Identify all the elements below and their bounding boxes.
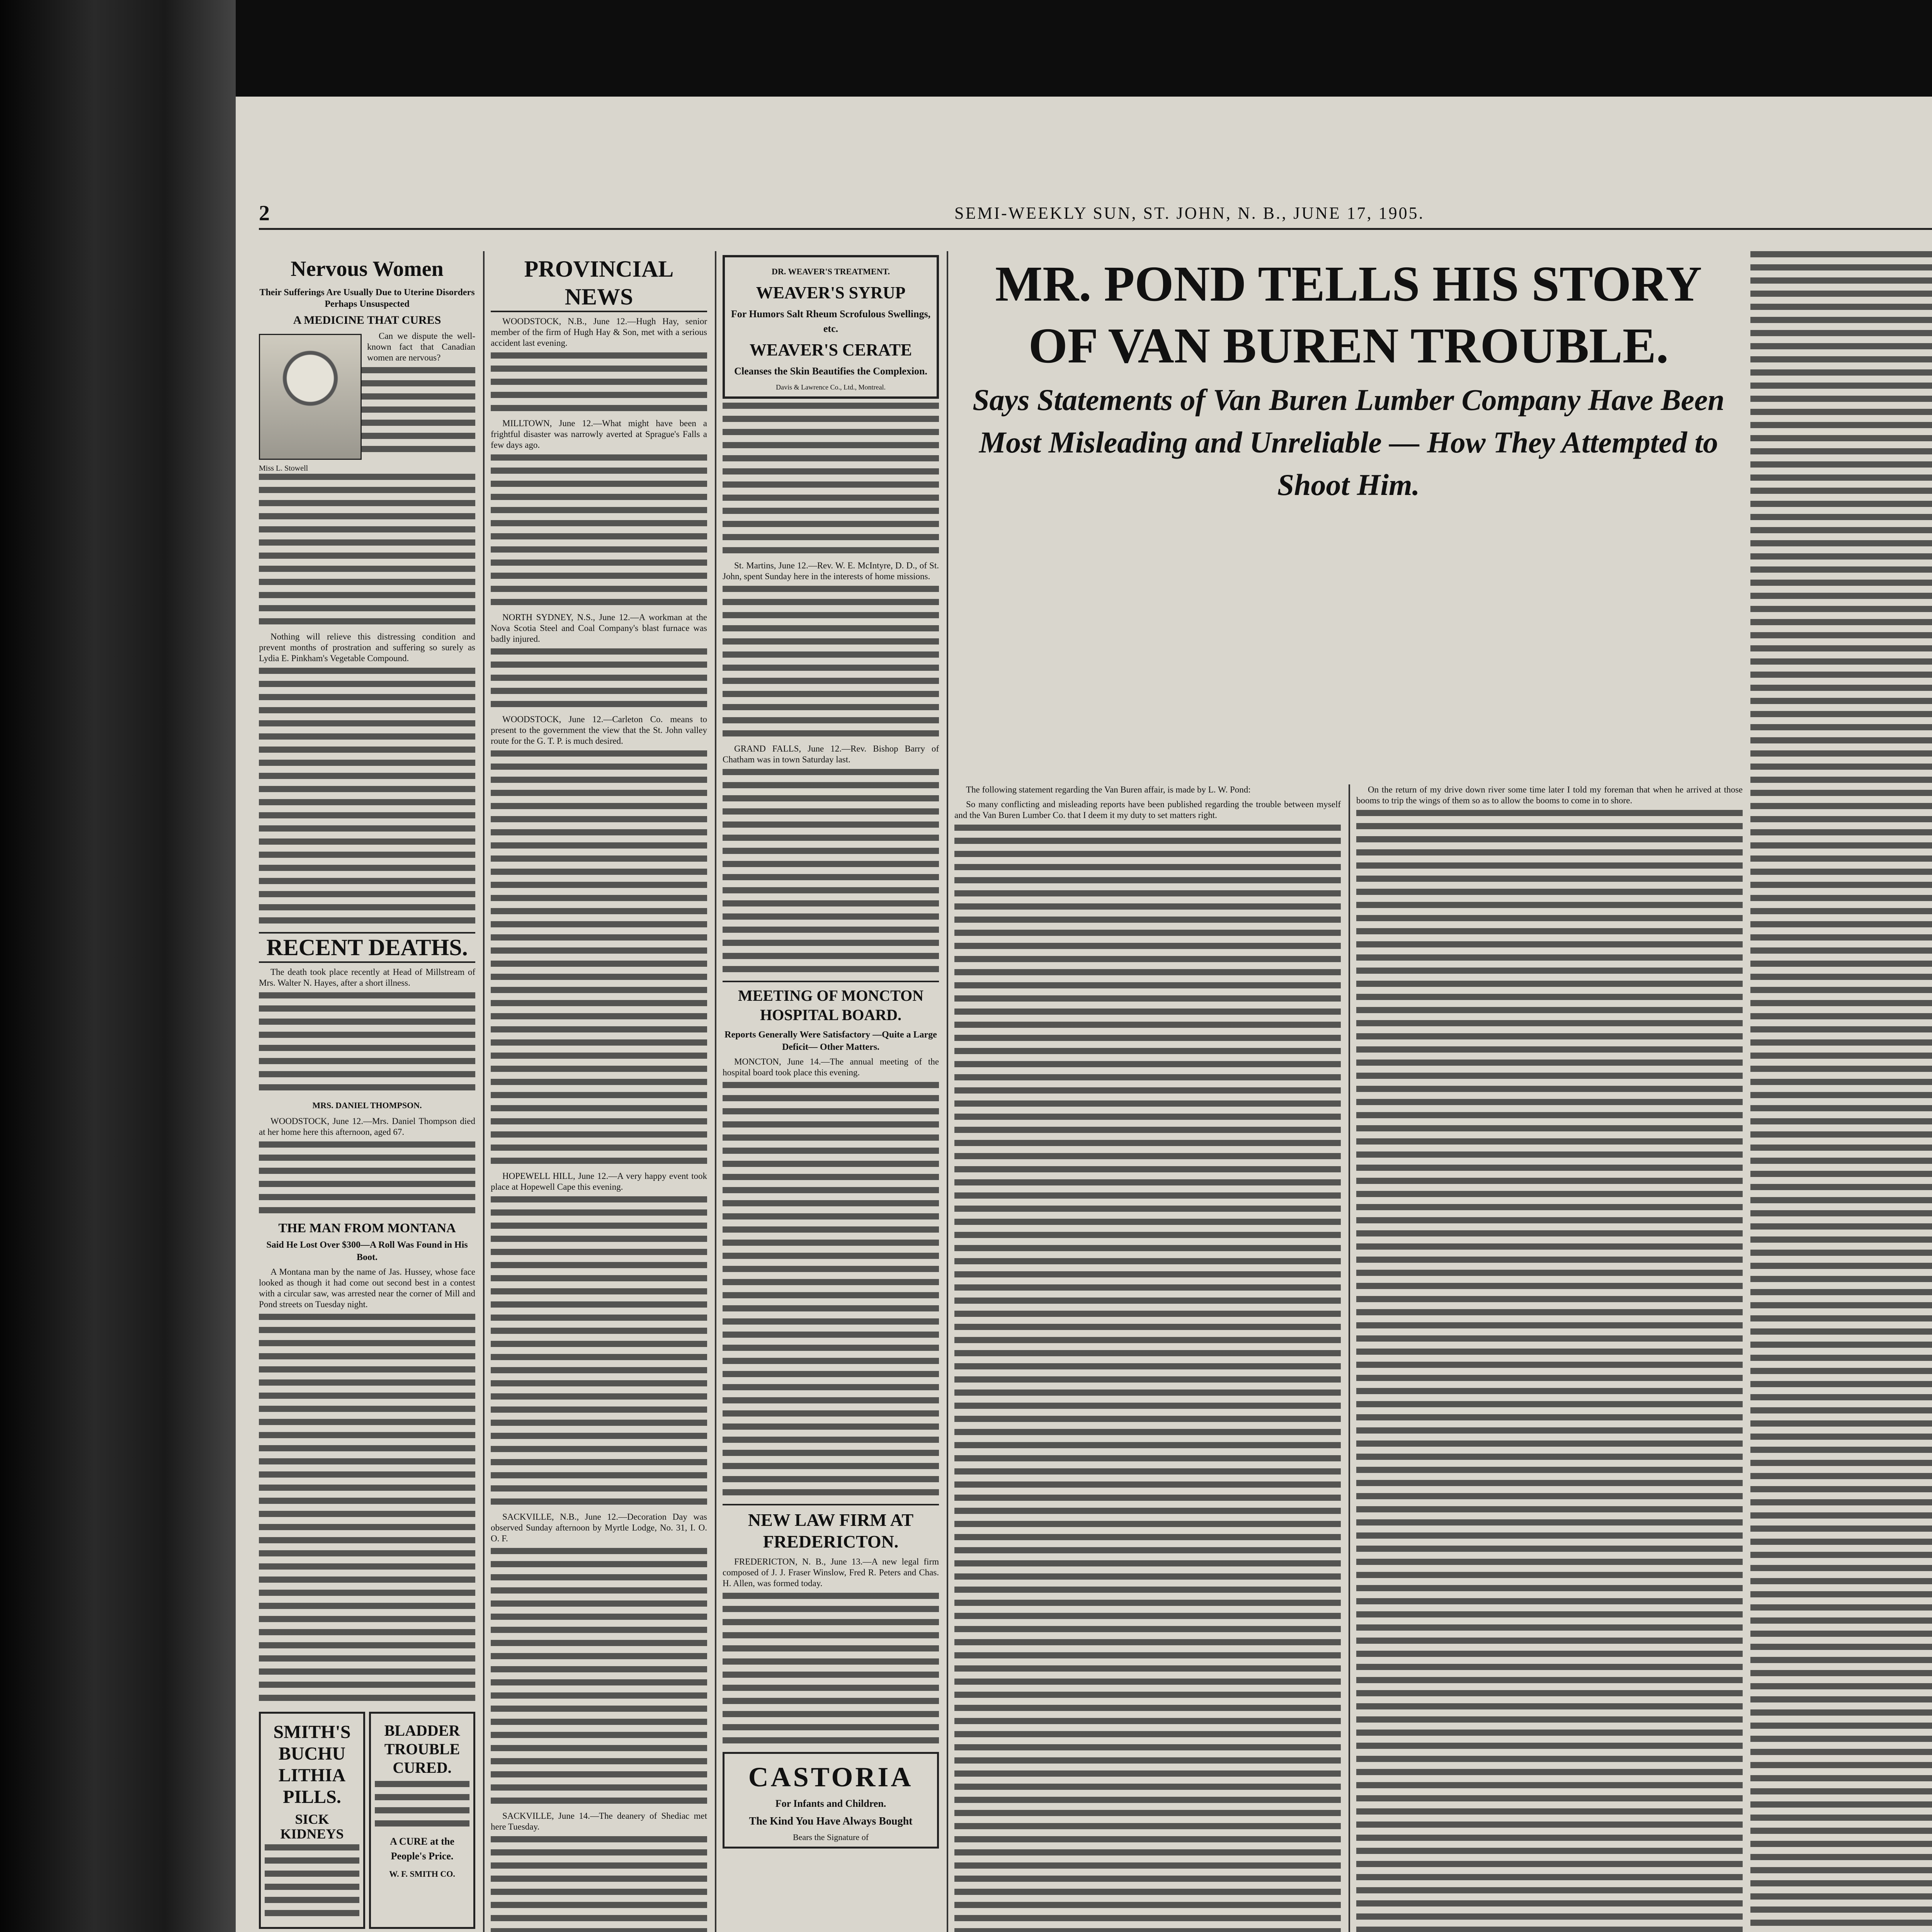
castoria-title: CASTORIA: [748, 1762, 913, 1793]
nervous-para-2: Nothing will relieve this distressing condition and prevent months of prostration and suffering so surely as Lydia E. Pinkham's Vegetable Compound.: [259, 632, 475, 663]
page-header: [259, 201, 1932, 230]
nervous-para-1: Can we dispute the well-known fact that Canadian women are nervous?: [367, 331, 475, 362]
montana-para-1: A Montana man by the name of Jas. Hussey, whose face looked as though it had come out second best in a contest with a circular saw, was arrested near the corner of Mill and Pond streets on Tuesday night.: [259, 1267, 475, 1309]
nervous-women-subhead-2: A MEDICINE THAT CURES: [293, 314, 441, 327]
moncton-para-1: MONCTON, June 14.—The annual meeting of the hospital board took place this evening.: [723, 1057, 939, 1077]
page-number: 2: [259, 201, 271, 225]
provincial-para-5: HOPEWELL HILL, June 12.—A very happy event took place at Hopewell Cape this evening.: [491, 1171, 707, 1192]
smith-pills-ad: SMITH'S BUCHU LITHIA PILLS.: [273, 1722, 351, 1807]
main-subhead: Says Statements of Van Buren Lumber Company Have Been Most Misleading and Unreliable — How They Attempted to Shoot Him.: [973, 383, 1725, 502]
cure-ad: A CURE at the People's Price.: [390, 1836, 454, 1862]
smith-ad-block: [259, 1708, 475, 1932]
sick-kidneys-ad: SICK KIDNEYS: [280, 1811, 344, 1842]
newspaper-page: [236, 97, 1932, 1932]
provincial-para-7: SACKVILLE, June 14.—The deanery of Shediac met here Tuesday.: [491, 1811, 707, 1832]
weaver-ad: [723, 255, 939, 399]
main-para-3: On the return of my drive down river some time later I told my foreman that when he arrived at those booms to trip the wings of them so as to allow the booms to come in to shore.: [1356, 785, 1743, 805]
main-para-2: So many conflicting and misleading reports have been published regarding the trouble between myself and the Van Buren Lumber Co. that I deem it my duty to set matters right.: [954, 799, 1341, 820]
castoria-tagline: The Kind You Have Always Bought: [749, 1815, 913, 1827]
weaver-syrup: WEAVER'S SYRUP: [756, 283, 906, 302]
weaver-top: DR. WEAVER'S TREATMENT.: [771, 267, 890, 276]
provincial-para-3: NORTH SYDNEY, N.S., June 12.—A workman at the Nova Scotia Steel and Coal Company's blast furnace was badly injured.: [491, 612, 707, 644]
col3-para-1: St. Martins, June 12.—Rev. W. E. McIntyre, D. D., of St. John, spent Sunday here in the interests of home missions.: [723, 561, 939, 581]
weaver-syrup-for: For Humors Salt Rheum Scrofulous Swellings, etc.: [731, 308, 931, 334]
law-para-1: FREDERICTON, N. B., June 13.—A new legal firm composed of J. J. Fraser Winslow, Fred R. Peters and Chas. H. Allen, was formed today.: [723, 1557, 939, 1588]
deaths-name: MRS. DANIEL THOMPSON.: [312, 1100, 422, 1110]
portrait-caption: Miss L. Stowell: [259, 464, 308, 473]
nervous-women-heading: Nervous Women: [291, 257, 444, 281]
castoria-for: For Infants and Children.: [775, 1798, 886, 1809]
castoria-signature-label: Bears the Signature of: [793, 1832, 869, 1842]
bladder-trouble-ad: BLADDER TROUBLE CURED.: [384, 1722, 460, 1776]
microfilm-left-edge: [0, 0, 236, 1932]
provincial-para-4: WOODSTOCK, June 12.—Carleton Co. means to present to the government the view that the St. John valley route for the G. T. P. is much desired.: [491, 714, 707, 746]
moncton-heading: MEETING OF MONCTON HOSPITAL BOARD.: [723, 981, 939, 1025]
recent-deaths-heading: RECENT DEATHS.: [259, 932, 475, 963]
column-1: [259, 251, 475, 1932]
weaver-cerate: WEAVER'S CERATE: [749, 340, 912, 359]
deaths-para-1: The death took place recently at Head of Millstream of Mrs. Walter N. Hayes, after a short illness.: [259, 967, 475, 988]
moncton-subhead: Reports Generally Were Satisfactory —Quite a Large Deficit— Other Matters.: [724, 1030, 937, 1052]
weaver-cerate-for: Cleanses the Skin Beautifies the Complexion.: [734, 366, 927, 377]
main-article: [954, 251, 1743, 506]
column-2: [491, 251, 707, 1932]
montana-subhead: Said He Lost Over $300—A Roll Was Found in His Boot.: [266, 1240, 468, 1262]
main-column-a: [954, 784, 1341, 1932]
portrait-image: [259, 334, 362, 460]
montana-heading: THE MAN FROM MONTANA: [278, 1221, 456, 1235]
col3-para-2: GRAND FALLS, June 12.—Rev. Bishop Barry of Chatham was in town Saturday last.: [723, 744, 939, 764]
law-firm-heading: NEW LAW FIRM AT FREDERICTON.: [723, 1504, 939, 1553]
main-headline-1: MR. POND TELLS HIS STORY: [995, 256, 1702, 312]
main-column-b: [1356, 784, 1743, 1932]
provincial-para-6: SACKVILLE, N.B., June 12.—Decoration Day was observed Sunday afternoon by Myrtle Lodge, No. 31, I. O. O. F.: [491, 1512, 707, 1543]
main-column-c: [1750, 251, 1932, 1932]
provincial-para-2: MILLTOWN, June 12.—What might have been a frightful disaster was narrowly averted at Sprague's Falls a few days ago.: [491, 418, 707, 450]
column-3: [723, 251, 939, 1852]
main-para-1: The following statement regarding the Van Buren affair, is made by L. W. Pond:: [966, 785, 1251, 794]
masthead: SEMI-WEEKLY SUN, ST. JOHN, N. B., JUNE 17, 1905.: [954, 204, 1425, 223]
main-headline-2: OF VAN BUREN TROUBLE.: [1028, 318, 1669, 374]
smith-company: W. F. SMITH CO.: [389, 1869, 455, 1879]
deaths-para-2: WOODSTOCK, June 12.—Mrs. Daniel Thompson died at her home here this afternoon, aged 67.: [259, 1116, 475, 1137]
nervous-women-subhead: Their Sufferings Are Usually Due to Uterine Disorders Perhaps Unsuspected: [259, 287, 475, 309]
castoria-ad: [723, 1752, 939, 1849]
weaver-maker: Davis & Lawrence Co., Ltd., Montreal.: [776, 383, 886, 391]
provincial-news-heading: PROVINCIAL NEWS: [491, 255, 707, 312]
provincial-para-1: WOODSTOCK, N.B., June 12.—Hugh Hay, senior member of the firm of Hugh Hay & Son, met with a serious accident last evening.: [491, 316, 707, 348]
